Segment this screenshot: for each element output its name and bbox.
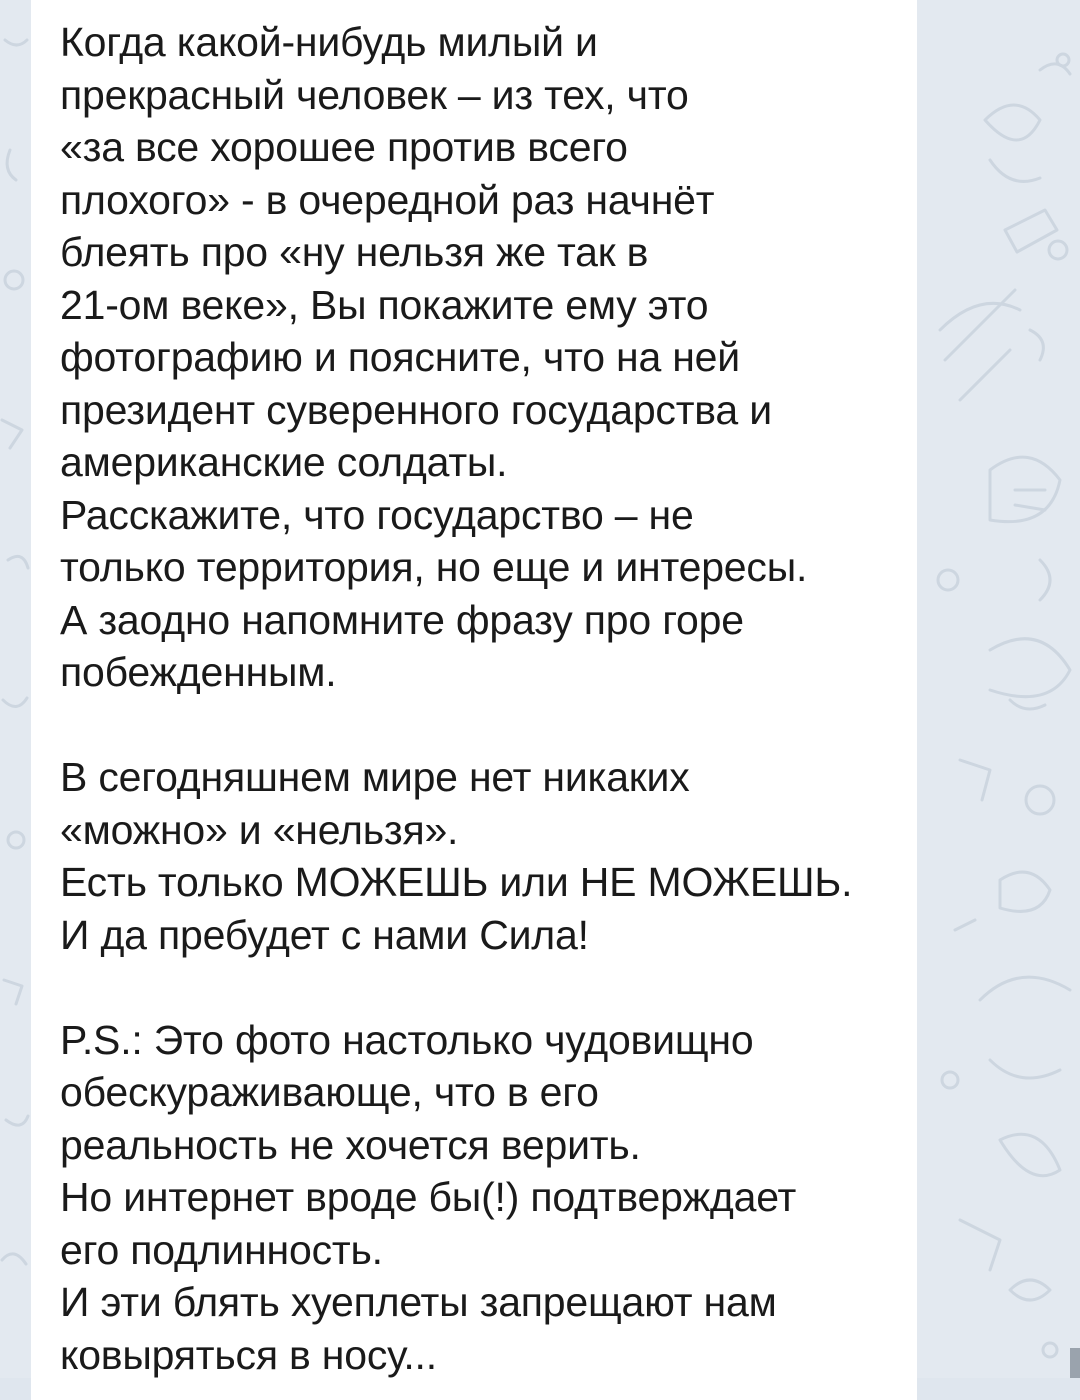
message-line: А заодно напомните фразу про горе (60, 596, 744, 643)
message-line: И эти блять хуеплеты запрещают нам (60, 1279, 777, 1325)
message-line: Расскажите, что государство – не (60, 491, 694, 538)
message-line: побежденным. (60, 649, 337, 695)
message-line: плохого» - в очередной раз начнёт (60, 176, 715, 223)
message-line: В сегодняшнем мире нет никаких (60, 754, 690, 800)
message-line: И да пребудет с нами Сила! (60, 911, 589, 958)
scrollbar-thumb[interactable] (1070, 1348, 1080, 1378)
message-line: президент суверенного государства и (60, 386, 772, 433)
message-line: фотографию и поясните, что на ней (60, 334, 740, 380)
message-line: Но интернет вроде бы(!) подтверждает (60, 1174, 797, 1220)
message-line: только территория, но еще и интересы. (60, 544, 808, 590)
paragraph-gap (60, 961, 900, 1014)
message-text (60, 16, 900, 1381)
message-line: Когда какой-нибудь милый и (60, 19, 598, 65)
message-line: блеять про «ну нельзя же так в (60, 229, 649, 275)
message-line: реальность не хочется верить. (60, 1121, 641, 1168)
message-line: прекрасный человек – из тех, что (60, 71, 689, 118)
message-line: его подлинность. (60, 1226, 383, 1273)
message-line: «за все хорошее против всего (60, 124, 628, 170)
message-line: ковыряться в носу... (60, 1331, 437, 1378)
paragraph-gap (60, 699, 900, 752)
message-line: Есть только МОЖЕШЬ или НЕ МОЖЕШЬ. (60, 859, 853, 905)
message-line: американские солдаты. (60, 439, 508, 485)
message-line: «можно» и «нельзя». (60, 806, 459, 853)
message-line: 21-ом веке», Вы покажите ему это (60, 281, 709, 328)
message-line: P.S.: Это фото настолько чудовищно (60, 1016, 754, 1063)
message-line: обескураживающе, что в его (60, 1069, 599, 1115)
